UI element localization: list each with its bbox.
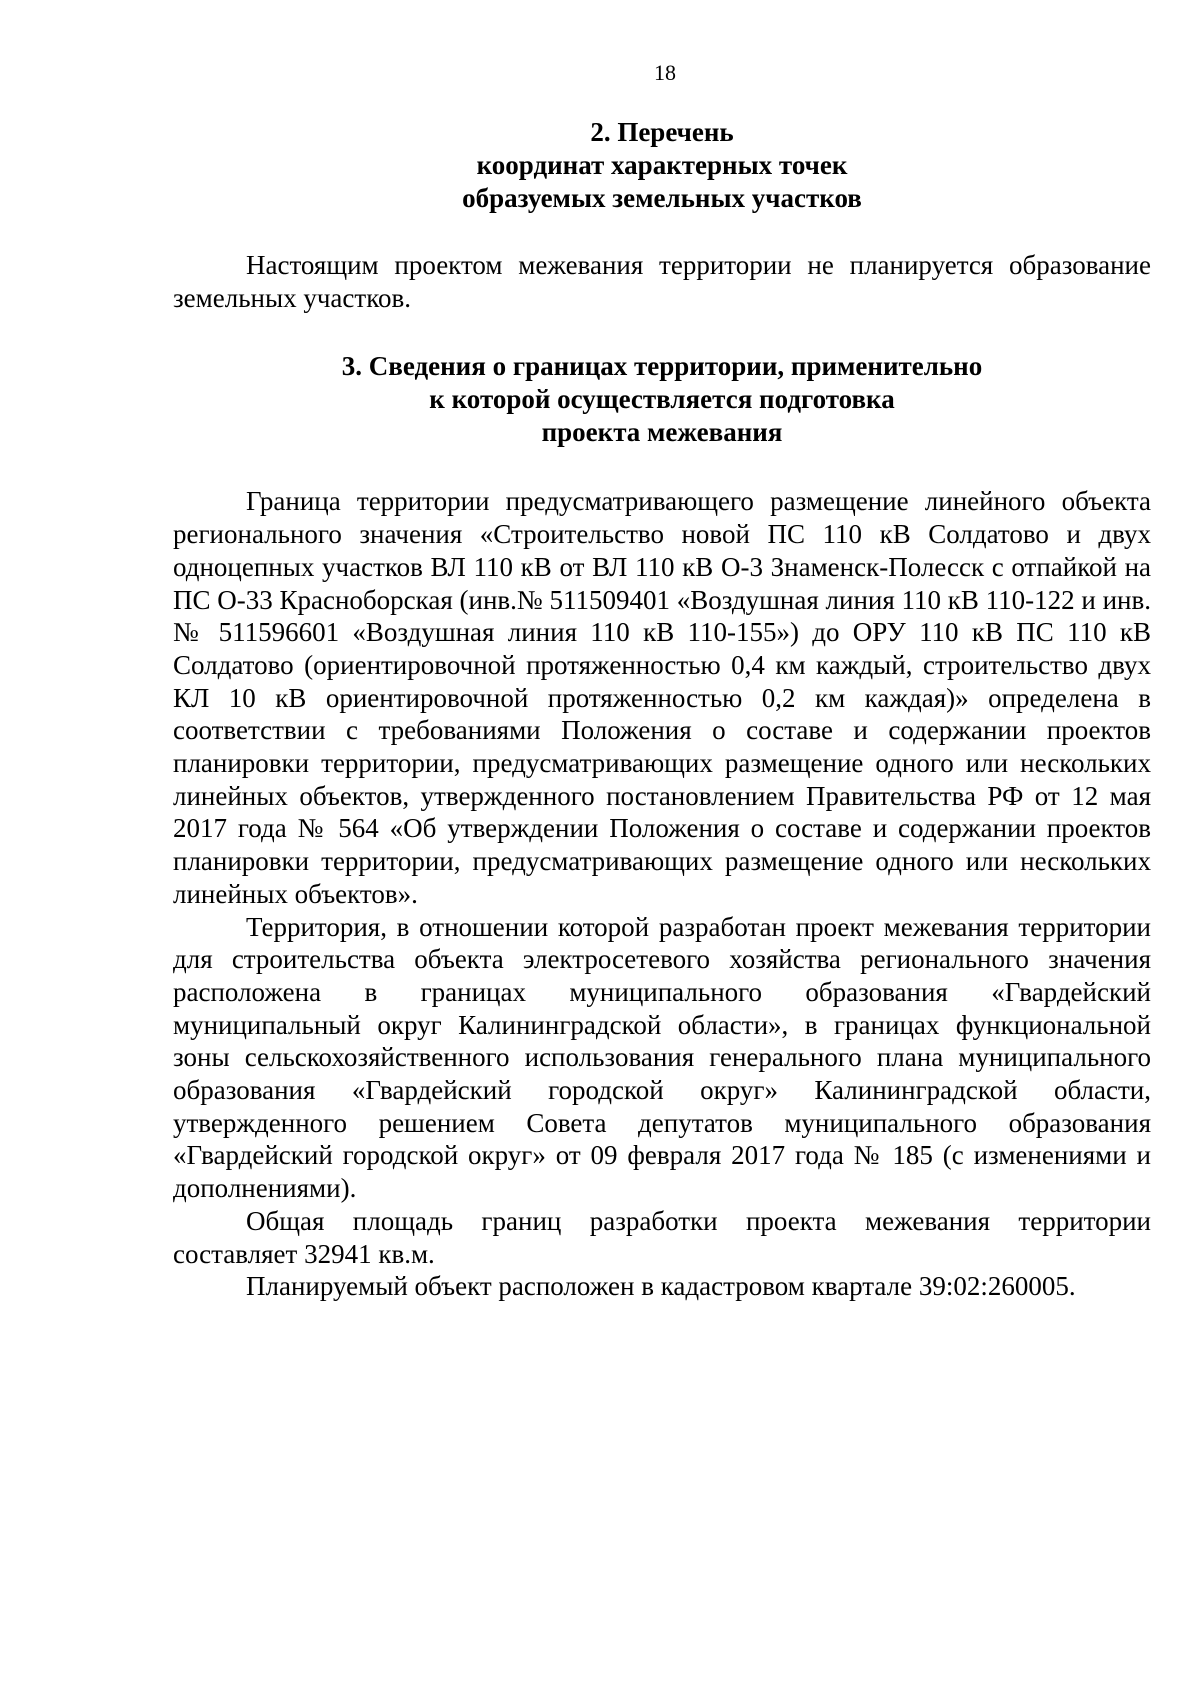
section-3-paragraph-cadastral: Планируемый объект расположен в кадастровом квартале 39:02:260005. [246, 1271, 1076, 1302]
section-2-paragraph: Настоящим проектом межевания территории не планируется образование земельных участков. [173, 250, 1151, 313]
section-2-heading [173, 116, 1151, 215]
section-2-heading-line: координат характерных точек [476, 150, 848, 180]
section-3-paragraph-boundary: Граница территории предусматривающего размещение линейного объекта регионального значения «Строительство новой ПС 110 кВ Солдатово и двух одноцепных участков ВЛ 110 кВ от ВЛ 110 кВ О-3 Знаменск-Полесск с отпайкой на ПС О-33 Красноборская (инв.№ 511509401 «Воздушная линия 110 кВ 110-122 и инв. № 511596601 «Воздушная линия 110 кВ 110-155») до ОРУ 110 кВ ПС 110 кВ Солдатово (ориентировочной протяженностью 0,4 км каждый, строительство двух КЛ 10 кВ ориентировочной протяженностью 0,2 км каждая)» определена в соответствии с требованиями Положения о составе и содержании проектов планировки территории, предусматривающих размещение одного или нескольких линейных объектов, утвержденного постановлением Правительства РФ от 12 мая 2017 года № 564 «Об утверждении Положения о составе и содержании проектов планировки территории, предусматривающих размещение одного или нескольких линейных объектов». [173, 486, 1151, 909]
section-3-heading-line: проекта межевания [541, 417, 783, 448]
document-page [173, 0, 1151, 1303]
section-2-heading-line: 2. Перечень [590, 117, 734, 147]
section-3-paragraph-territory: Территория, в отношении которой разработан проект межевания территории для строительства объекта электросетевого хозяйства регионального значения расположена в границах муниципального образования «Гвардейский муниципальный округ Калининградской области», в границах функциональной зоны сельскохозяйственного использования генерального плана муниципального образования «Гвардейский городской округ» Калининградской области, утвержденного решением Совета депутатов муниципального образования «Гвардейский городской округ» от 09 февраля 2017 года № 185 (с изменениями и дополнениями). [173, 911, 1151, 1204]
section-3-heading-line: к которой осуществляется подготовка [429, 384, 895, 415]
section-3-heading-line: 3. Сведения о границах территории, применительно [341, 351, 983, 382]
page-number: 18 [654, 60, 676, 85]
section-2-heading-line: образуемых земельных участков [462, 183, 862, 213]
section-3-heading [173, 350, 1151, 449]
section-3-paragraph-area: Общая площадь границ разработки проекта межевания территории составляет 32941 кв.м. [173, 1205, 1151, 1269]
